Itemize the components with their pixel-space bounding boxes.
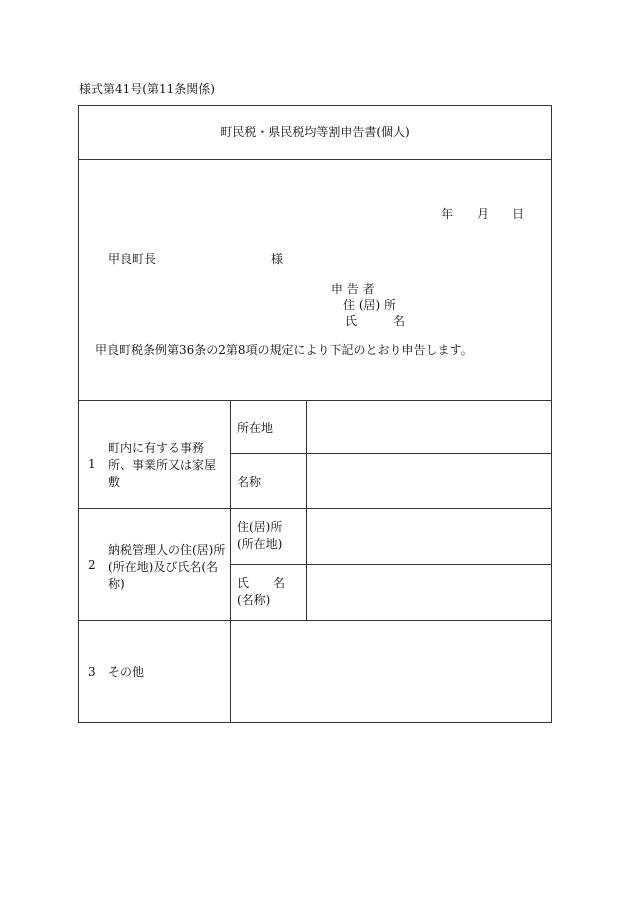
addressee-honorific: 様 (271, 252, 284, 266)
addressee-name: 甲良町長 (108, 252, 157, 266)
date-day-label: 日 (512, 207, 525, 221)
row-label: 納税管理人の住(居)所(所在地)及び氏名(名称) (108, 543, 226, 591)
row-label: その他 (108, 665, 145, 679)
date-month-label: 月 (477, 207, 490, 221)
location-input[interactable] (308, 402, 550, 452)
manager-name-input[interactable] (308, 566, 550, 619)
row-label: 町内に有する事務所、事業所又は家屋敷 (108, 441, 217, 489)
row-number: 3 (88, 665, 96, 679)
declarant-label: 申 告 者 (331, 282, 375, 296)
statement-text: 甲良町税条例第36条の2第8項の規定により下記のとおり申告します。 (95, 343, 473, 357)
row-number: 1 (88, 457, 96, 471)
row-divider (78, 508, 552, 509)
subrow-divider (230, 453, 552, 454)
subfield-label: 名称 (237, 475, 262, 489)
form-title: 町民税・県民税均等割申告書(個人) (220, 125, 410, 139)
table-top-line (78, 400, 552, 401)
declarant-name-label: 氏 名 (345, 314, 406, 328)
other-input[interactable] (232, 622, 550, 720)
date-year-label: 年 (441, 207, 454, 221)
divider (78, 159, 552, 160)
column-divider (306, 400, 307, 620)
subfield-label: 氏 名 (名称) (237, 576, 286, 607)
row-number: 2 (88, 558, 96, 572)
row-divider (78, 620, 552, 621)
subrow-divider (230, 564, 552, 565)
manager-address-input[interactable] (308, 510, 550, 563)
subfield-label: 住(居)所 (所在地) (237, 520, 283, 551)
name-input[interactable] (308, 455, 550, 507)
form-number: 様式第41号(第11条関係) (79, 82, 215, 96)
column-divider (230, 400, 231, 722)
declarant-address-label: 住 (居) 所 (343, 298, 396, 312)
subfield-label: 所在地 (237, 421, 274, 435)
